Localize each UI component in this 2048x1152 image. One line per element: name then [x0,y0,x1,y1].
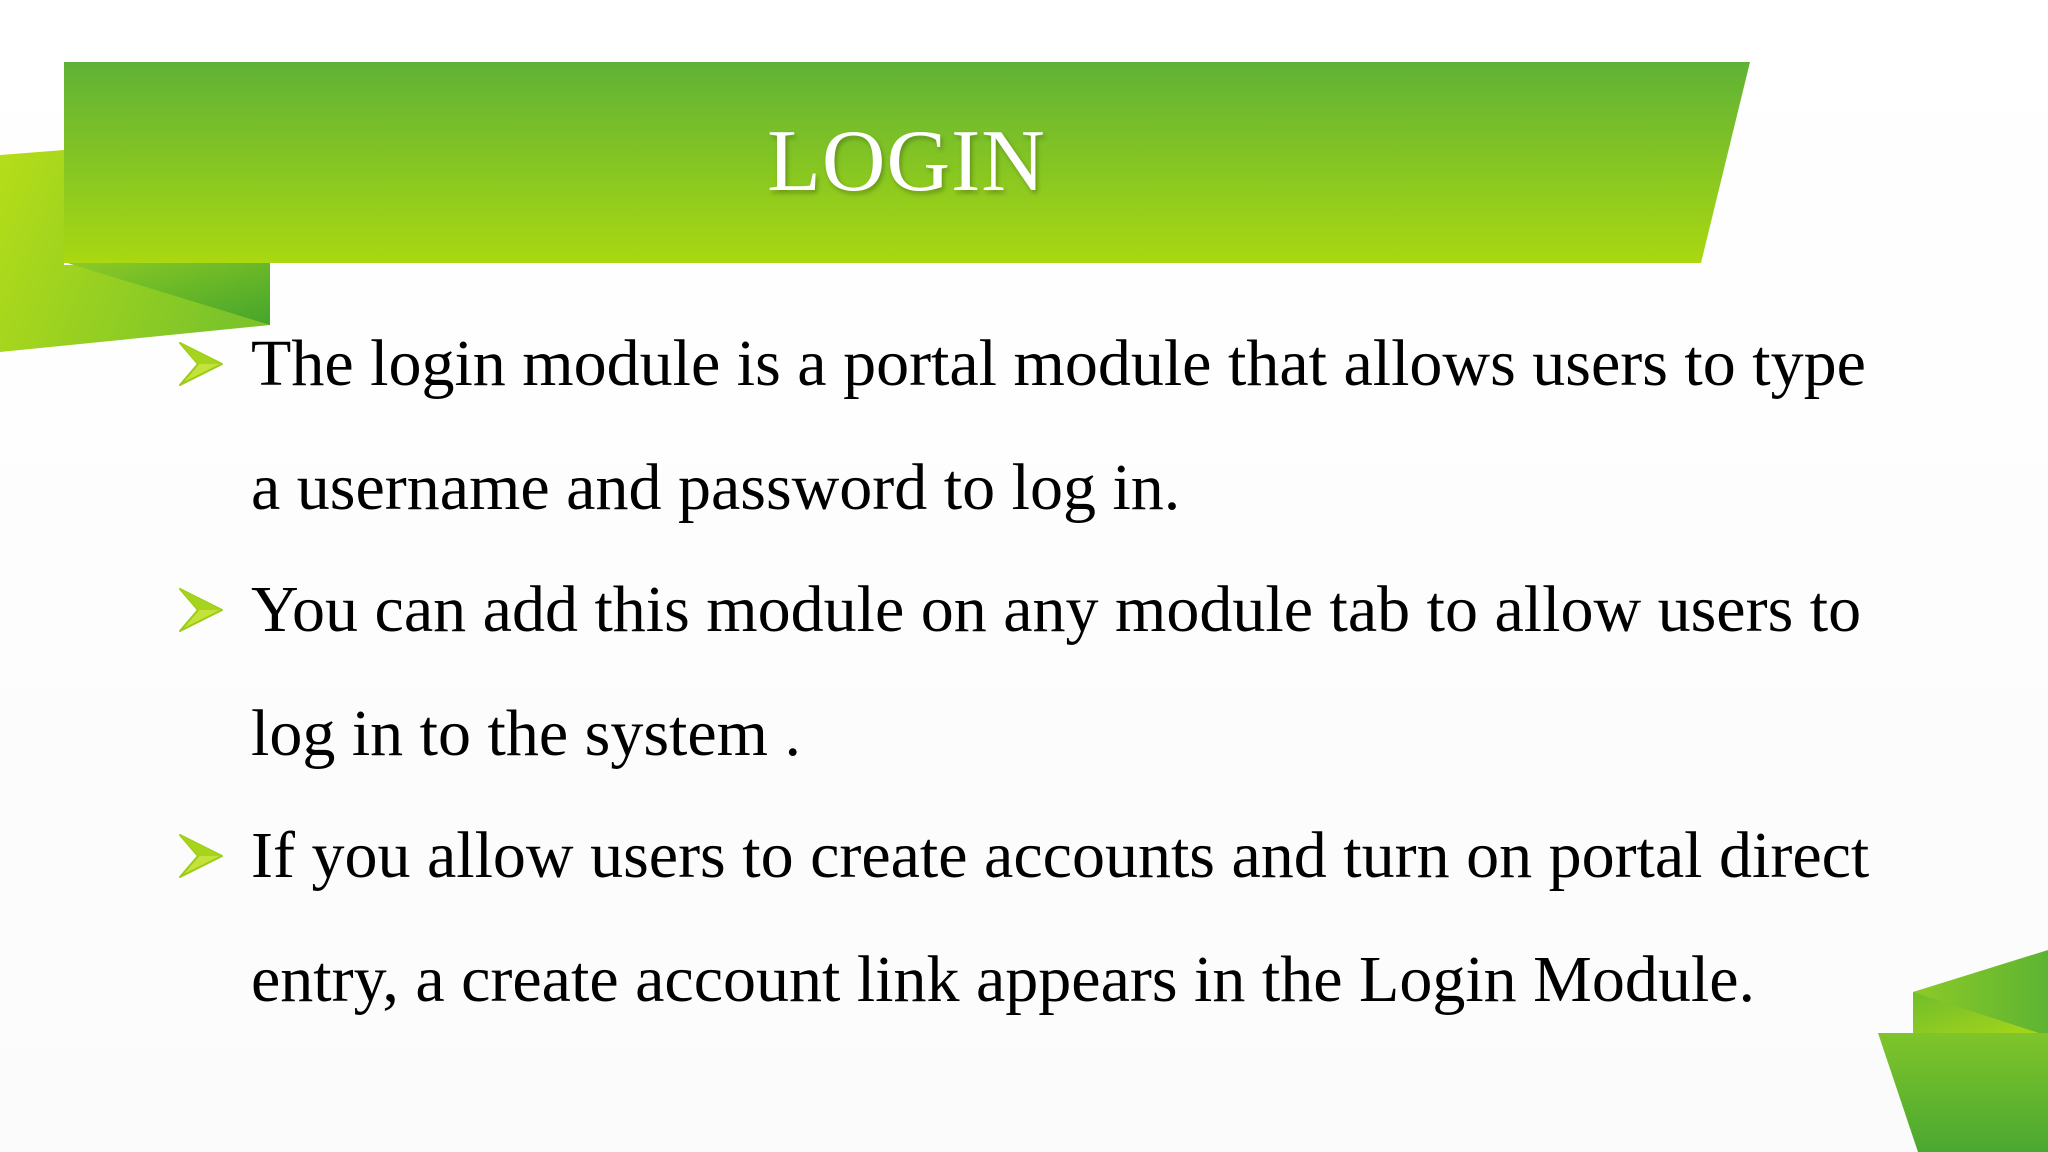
bullet-2-line-2: log in to the system . [251,697,801,770]
right-ribbon-front [1878,1033,2048,1152]
arrow-bullet-icon [176,339,226,389]
bullet-1-line-1: The login module is a portal module that allows users to type [251,327,1866,400]
bullet-2-line-1: You can add this module on any module tab to allow users to [251,573,1862,646]
bullet-1-line-2: a username and password to log in. [251,451,1181,524]
arrow-bullet-icon [176,831,226,881]
bullet-3-line-2: entry, a create account link appears in the Login Module. [251,943,1755,1016]
bullet-3-line-1: If you allow users to create accounts and turn on portal direct [251,819,1870,892]
slide-title: LOGIN [767,113,1046,210]
arrow-bullet-icon [176,585,226,635]
